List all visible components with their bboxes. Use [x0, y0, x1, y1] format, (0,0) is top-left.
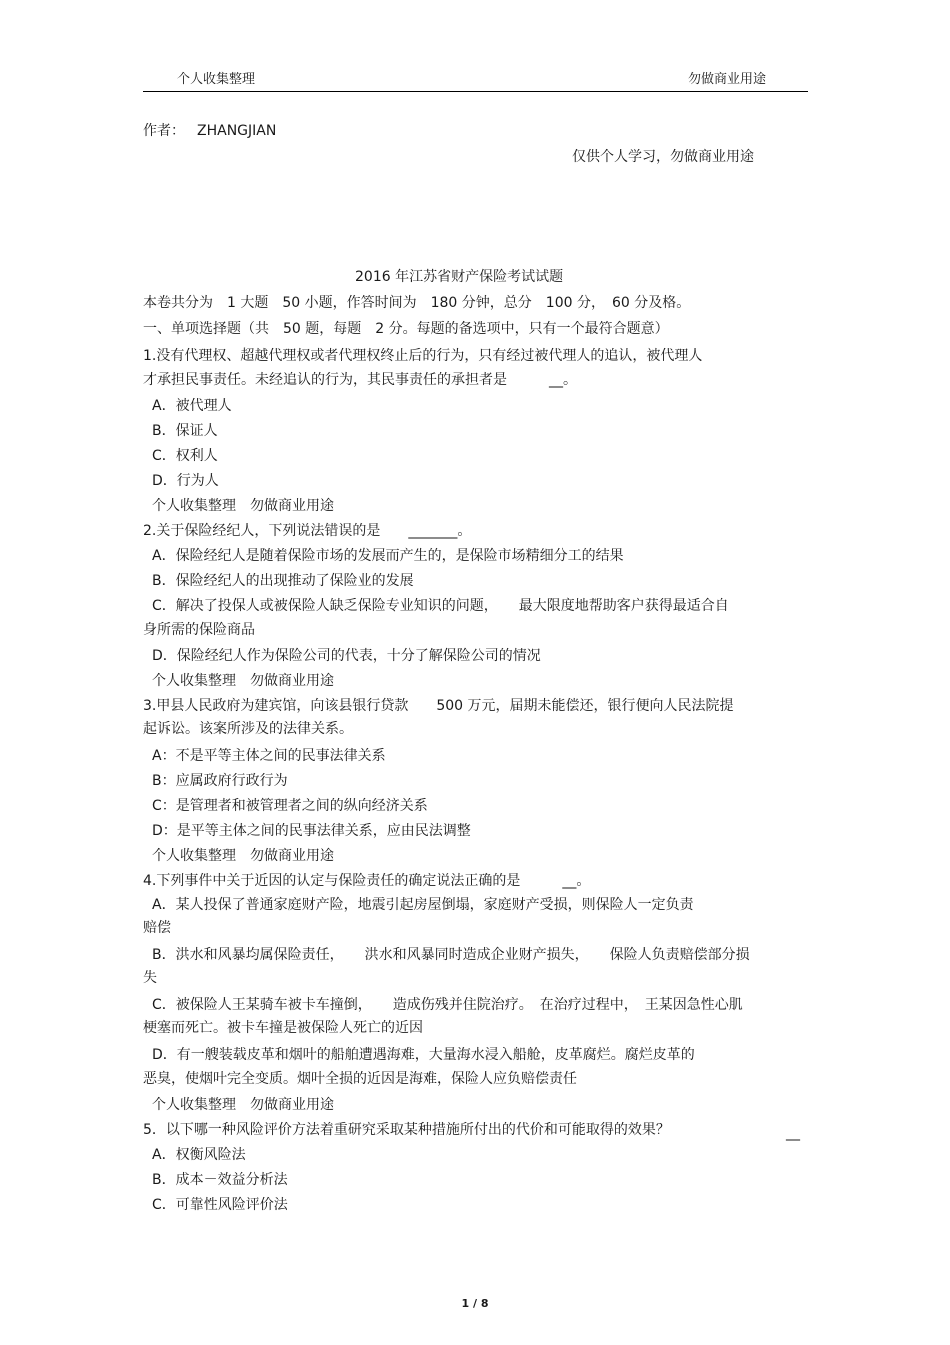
header-left: 个人收集整理: [177, 72, 256, 87]
q4-option-d-line2: 恶臭，使烟叶完全变质。烟叶全损的近因是海难，保险人应负赔偿责任: [143, 1071, 577, 1087]
q4-option-d-line1: D．有一艘装载皮革和烟叶的船舶遭遇海难，大量海水浸入船舱，皮革腐烂。腐烂皮革的: [152, 1047, 695, 1063]
q4-text-line1: 4.下列事件中关于近因的认定与保险责任的确定说法正确的是 __。: [143, 873, 591, 889]
q2-option-a: A．保险经纪人是随着保险市场的发展而产生的，是保险市场精细分工的结果: [152, 548, 624, 564]
q3-option-c: C：是管理者和被管理者之间的纵向经济关系: [152, 798, 428, 814]
author-label: 作者：: [143, 123, 185, 139]
q4-option-b-line1: B．洪水和风暴均属保险责任， 洪水和风暴同时造成企业财产损失， 保险人负责赔偿部分损: [152, 947, 750, 963]
q4-option-a-line1: A．某人投保了普通家庭财产险，地震引起房屋倒塌，家庭财产受损，则保险人一定负责: [152, 897, 694, 913]
q2-option-c-line2: 身所需的保险商品: [143, 622, 255, 638]
q3-option-b: B：应属政府行政行为: [152, 773, 288, 789]
document-title: 2016 年江苏省财产保险考试试题: [355, 269, 564, 285]
q5-text-line1: 5．以下哪一种风险评价方法着重研究采取某种措施所付出的代价和可能取得的效果？: [143, 1122, 670, 1138]
q2-text-line1: 2.关于保险经纪人，下列说法错误的是 _______。: [143, 523, 472, 539]
q4-option-c-line1: C．被保险人王某骑车被卡车撞倒， 造成伤残并住院治疗。 在治疗过程中， 王某因急性心肌: [152, 997, 743, 1013]
q1-text-line2: 才承担民事责任。未经追认的行为，其民事责任的承担者是 __。: [143, 372, 577, 388]
q2-option-b: B．保险经纪人的出现推动了保险业的发展: [152, 573, 414, 589]
author-name: ZHANGJIAN: [197, 123, 277, 139]
usage-notice: 仅供个人学习，勿做商业用途: [572, 149, 754, 165]
q4-option-a-line2: 赔偿: [143, 920, 171, 936]
q4-option-c-line2: 梗塞而死亡。被卡车撞是被保险人死亡的近因: [143, 1020, 423, 1036]
watermark-line: 个人收集整理 勿做商业用途: [152, 1097, 334, 1113]
watermark-line: 个人收集整理 勿做商业用途: [152, 673, 334, 689]
q3-option-d: D：是平等主体之间的民事法律关系，应由民法调整: [152, 823, 471, 839]
q5-answer-blank: __: [786, 1125, 800, 1141]
watermark-line: 个人收集整理 勿做商业用途: [152, 498, 334, 514]
q2-option-d: D．保险经纪人作为保险公司的代表，十分了解保险公司的情况: [152, 648, 541, 664]
q2-option-c-line1: C．解决了投保人或被保险人缺乏保险专业知识的问题， 最大限度地帮助客户获得最适合自: [152, 598, 729, 614]
header-right: 勿做商业用途: [688, 72, 767, 87]
q1-option-c: C．权利人: [152, 448, 218, 464]
section-heading: 一、单项选择题（共 50 题，每题 2 分。每题的备选项中，只有一个最符合题意）: [143, 321, 669, 337]
q5-option-b: B．成本－效益分析法: [152, 1172, 288, 1188]
q1-option-b: B．保证人: [152, 423, 218, 439]
q4-option-b-line2: 失: [143, 970, 157, 986]
q1-text-line1: 1.没有代理权、超越代理权或者代理权终止后的行为，只有经过被代理人的追认，被代理人: [143, 348, 703, 364]
page-number: 1 / 8: [461, 1297, 489, 1310]
author-line: [143, 120, 276, 140]
q3-text-line2: 起诉讼。该案所涉及的法律关系。: [143, 721, 353, 737]
q1-option-a: A．被代理人: [152, 398, 232, 414]
q5-option-a: A．权衡风险法: [152, 1147, 246, 1163]
exam-intro: 本卷共分为 1 大题 50 小题，作答时间为 180 分钟，总分 100 分， 60 分及格。: [143, 295, 691, 311]
q1-option-d: D．行为人: [152, 473, 219, 489]
q3-option-a: A：不是平等主体之间的民事法律关系: [152, 748, 386, 764]
header-rule: [143, 91, 808, 92]
watermark-line: 个人收集整理 勿做商业用途: [152, 848, 334, 864]
q3-text-line1: 3.甲县人民政府为建宾馆，向该县银行贷款 500 万元，届期未能偿还，银行便向人民法院提: [143, 698, 734, 714]
q5-option-c: C．可靠性风险评价法: [152, 1197, 288, 1213]
